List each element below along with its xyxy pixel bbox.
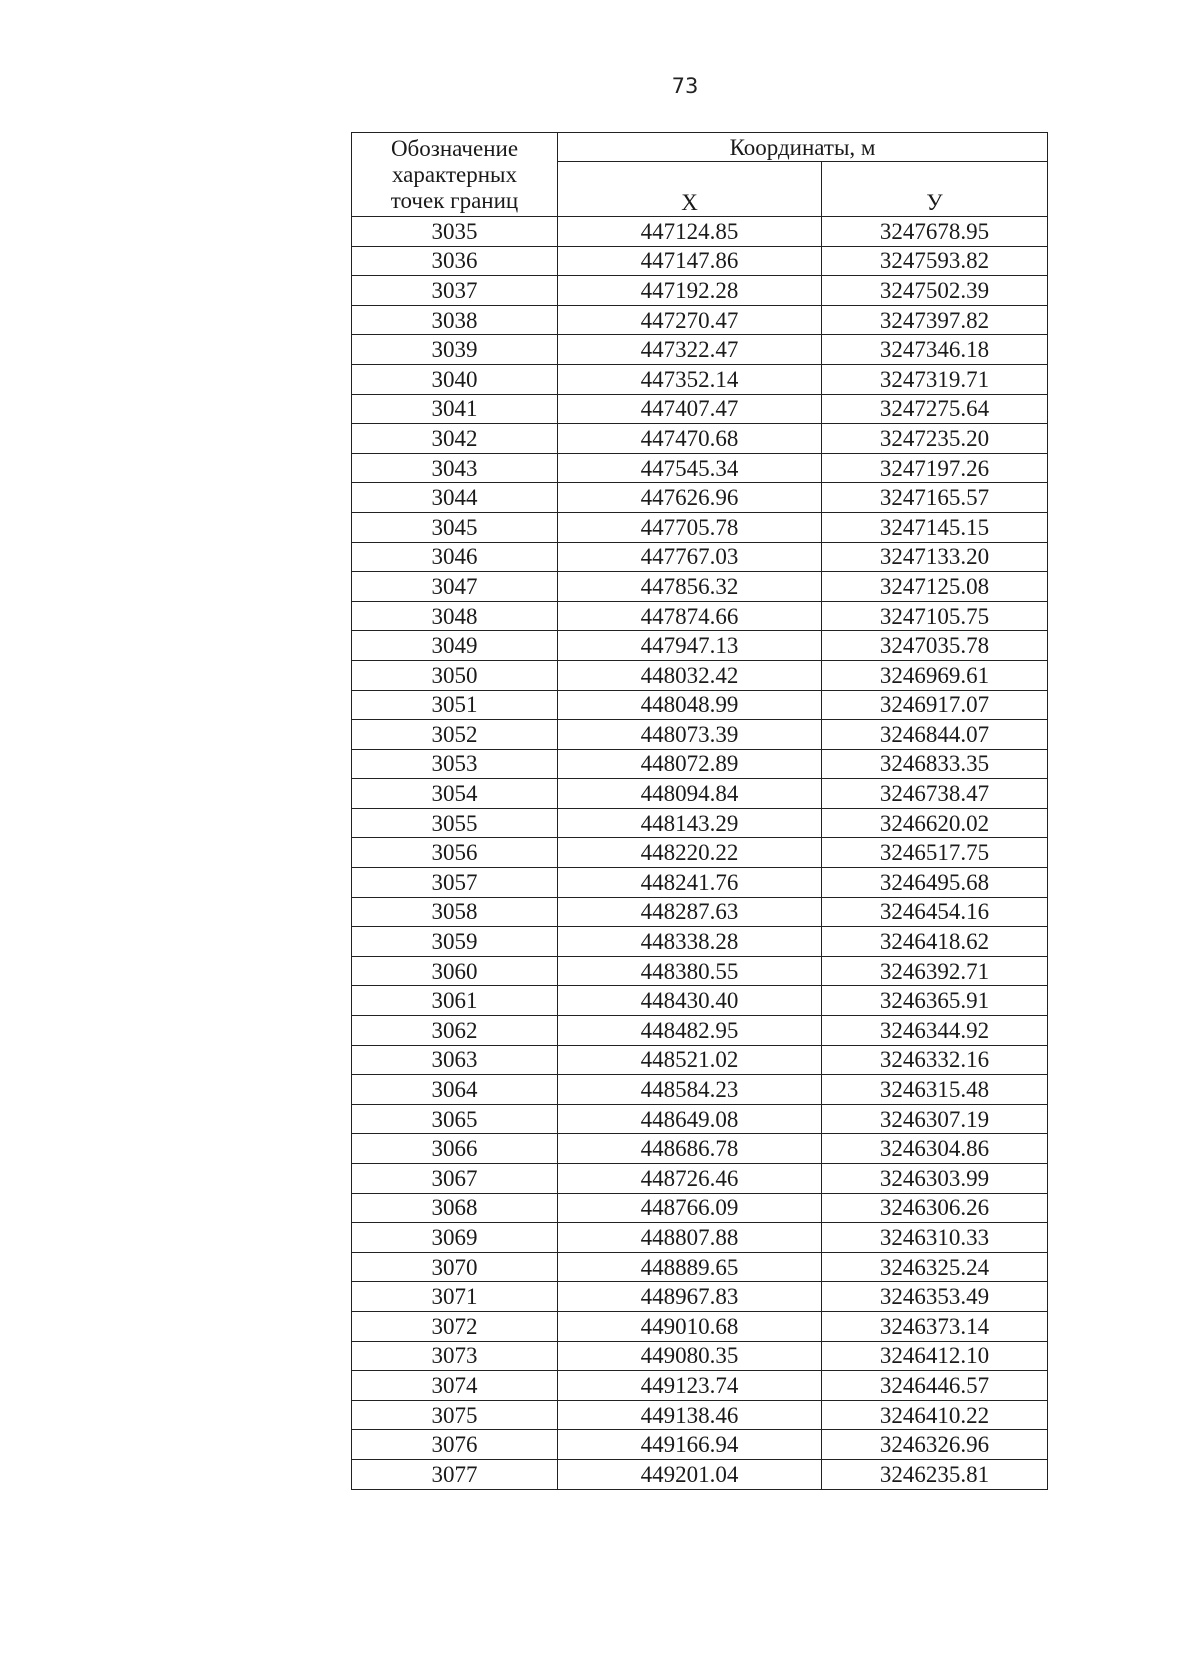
x-coordinate-cell: 448726.46	[558, 1164, 822, 1194]
point-cell: 3077	[352, 1459, 558, 1489]
y-coordinate-cell: 3246332.16	[822, 1045, 1048, 1075]
table-row	[352, 424, 1048, 454]
y-coordinate-cell: 3246392.71	[822, 956, 1048, 986]
x-coordinate-cell: 449166.94	[558, 1430, 822, 1460]
point-cell: 3055	[352, 808, 558, 838]
y-coordinate-cell: 3246307.19	[822, 1104, 1048, 1134]
y-coordinate-cell: 3247165.57	[822, 483, 1048, 513]
y-coordinate-cell: 3246310.33	[822, 1223, 1048, 1253]
x-coordinate-cell: 448967.83	[558, 1282, 822, 1312]
page-number: 73	[671, 74, 699, 98]
x-coordinate-cell: 447407.47	[558, 394, 822, 424]
y-coordinate-cell: 3247133.20	[822, 542, 1048, 572]
y-coordinate-cell: 3246353.49	[822, 1282, 1048, 1312]
x-coordinate-cell: 447352.14	[558, 364, 822, 394]
point-cell: 3049	[352, 631, 558, 661]
y-coordinate-cell: 3246304.86	[822, 1134, 1048, 1164]
point-cell: 3066	[352, 1134, 558, 1164]
x-coordinate-cell: 448766.09	[558, 1193, 822, 1223]
x-coordinate-cell: 448220.22	[558, 838, 822, 868]
x-coordinate-cell: 449123.74	[558, 1371, 822, 1401]
x-coordinate-cell: 447874.66	[558, 601, 822, 631]
header-row-top	[352, 133, 1048, 162]
boundary-coordinates-table	[351, 132, 1048, 1490]
table-row	[352, 749, 1048, 779]
y-coordinate-cell: 3246365.91	[822, 986, 1048, 1016]
table-row	[352, 720, 1048, 750]
y-coordinate-cell: 3246969.61	[822, 660, 1048, 690]
point-cell: 3039	[352, 335, 558, 365]
table-row	[352, 1193, 1048, 1223]
x-coordinate-cell: 447767.03	[558, 542, 822, 572]
point-cell: 3037	[352, 276, 558, 306]
point-cell: 3071	[352, 1282, 558, 1312]
y-coordinate-cell: 3247105.75	[822, 601, 1048, 631]
y-coordinate-cell: 3247145.15	[822, 512, 1048, 542]
table-row	[352, 1311, 1048, 1341]
point-cell: 3075	[352, 1400, 558, 1430]
point-cell: 3040	[352, 364, 558, 394]
point-cell: 3068	[352, 1193, 558, 1223]
x-coordinate-cell: 447270.47	[558, 305, 822, 335]
table-row	[352, 601, 1048, 631]
table-row	[352, 838, 1048, 868]
table-row	[352, 1400, 1048, 1430]
table-row	[352, 276, 1048, 306]
table-row	[352, 394, 1048, 424]
point-cell: 3047	[352, 572, 558, 602]
table-row	[352, 217, 1048, 247]
x-coordinate-cell: 447545.34	[558, 453, 822, 483]
x-coordinate-cell: 448649.08	[558, 1104, 822, 1134]
point-cell: 3043	[352, 453, 558, 483]
point-cell: 3064	[352, 1075, 558, 1105]
point-cell: 3073	[352, 1341, 558, 1371]
x-coordinate-cell: 447856.32	[558, 572, 822, 602]
point-cell: 3052	[352, 720, 558, 750]
x-coordinate-cell: 447705.78	[558, 512, 822, 542]
y-coordinate-cell: 3246844.07	[822, 720, 1048, 750]
point-cell: 3072	[352, 1311, 558, 1341]
x-coordinate-cell: 449080.35	[558, 1341, 822, 1371]
point-cell: 3069	[352, 1223, 558, 1253]
table-row	[352, 1430, 1048, 1460]
table-row	[352, 868, 1048, 898]
coordinates-header: Координаты, м	[558, 133, 1048, 162]
point-cell: 3053	[352, 749, 558, 779]
point-cell: 3059	[352, 927, 558, 957]
y-column-header: У	[822, 162, 1048, 217]
y-coordinate-cell: 3247502.39	[822, 276, 1048, 306]
x-coordinate-cell: 447192.28	[558, 276, 822, 306]
point-cell: 3065	[352, 1104, 558, 1134]
table-row	[352, 1252, 1048, 1282]
y-coordinate-cell: 3246235.81	[822, 1459, 1048, 1489]
point-cell: 3067	[352, 1164, 558, 1194]
table-row	[352, 779, 1048, 809]
table-row	[352, 246, 1048, 276]
x-coordinate-cell: 448094.84	[558, 779, 822, 809]
table-body	[352, 217, 1048, 1490]
y-coordinate-cell: 3247319.71	[822, 364, 1048, 394]
table-row	[352, 1341, 1048, 1371]
y-coordinate-cell: 3246446.57	[822, 1371, 1048, 1401]
table-row	[352, 453, 1048, 483]
y-coordinate-cell: 3246306.26	[822, 1193, 1048, 1223]
y-coordinate-cell: 3247275.64	[822, 394, 1048, 424]
table-row	[352, 897, 1048, 927]
point-cell: 3051	[352, 690, 558, 720]
x-coordinate-cell: 448807.88	[558, 1223, 822, 1253]
point-cell: 3056	[352, 838, 558, 868]
y-coordinate-cell: 3246454.16	[822, 897, 1048, 927]
x-coordinate-cell: 448521.02	[558, 1045, 822, 1075]
table-row	[352, 1459, 1048, 1489]
point-cell: 3057	[352, 868, 558, 898]
x-coordinate-cell: 447626.96	[558, 483, 822, 513]
y-coordinate-cell: 3246495.68	[822, 868, 1048, 898]
y-coordinate-cell: 3246303.99	[822, 1164, 1048, 1194]
y-coordinate-cell: 3247035.78	[822, 631, 1048, 661]
table-row	[352, 572, 1048, 602]
y-coordinate-cell: 3247346.18	[822, 335, 1048, 365]
x-coordinate-cell: 448482.95	[558, 1016, 822, 1046]
y-coordinate-cell: 3246418.62	[822, 927, 1048, 957]
table-row	[352, 364, 1048, 394]
x-column-header: X	[558, 162, 822, 217]
point-designation-header	[352, 133, 558, 217]
point-cell: 3038	[352, 305, 558, 335]
table-header	[352, 133, 1048, 217]
x-coordinate-cell: 448584.23	[558, 1075, 822, 1105]
x-coordinate-cell: 448430.40	[558, 986, 822, 1016]
table-row	[352, 1075, 1048, 1105]
point-cell: 3044	[352, 483, 558, 513]
x-coordinate-cell: 447470.68	[558, 424, 822, 454]
x-coordinate-cell: 448287.63	[558, 897, 822, 927]
table-row	[352, 690, 1048, 720]
x-coordinate-cell: 448338.28	[558, 927, 822, 957]
y-coordinate-cell: 3246517.75	[822, 838, 1048, 868]
y-coordinate-cell: 3247197.26	[822, 453, 1048, 483]
point-cell: 3060	[352, 956, 558, 986]
y-coordinate-cell: 3246620.02	[822, 808, 1048, 838]
x-coordinate-cell: 448073.39	[558, 720, 822, 750]
y-coordinate-cell: 3246373.14	[822, 1311, 1048, 1341]
table-row	[352, 1371, 1048, 1401]
table-row	[352, 631, 1048, 661]
y-coordinate-cell: 3246917.07	[822, 690, 1048, 720]
x-coordinate-cell: 447147.86	[558, 246, 822, 276]
table-row	[352, 1016, 1048, 1046]
point-cell: 3036	[352, 246, 558, 276]
point-cell: 3041	[352, 394, 558, 424]
x-coordinate-cell: 448143.29	[558, 808, 822, 838]
y-coordinate-cell: 3246344.92	[822, 1016, 1048, 1046]
y-coordinate-cell: 3246738.47	[822, 779, 1048, 809]
x-coordinate-cell: 449010.68	[558, 1311, 822, 1341]
table-row	[352, 542, 1048, 572]
x-coordinate-cell: 447124.85	[558, 217, 822, 247]
y-coordinate-cell: 3247235.20	[822, 424, 1048, 454]
y-coordinate-cell: 3247678.95	[822, 217, 1048, 247]
table-row	[352, 1223, 1048, 1253]
point-cell: 3050	[352, 660, 558, 690]
y-coordinate-cell: 3247593.82	[822, 246, 1048, 276]
table-row	[352, 1134, 1048, 1164]
table-row	[352, 927, 1048, 957]
table-row	[352, 1282, 1048, 1312]
point-cell: 3042	[352, 424, 558, 454]
y-coordinate-cell: 3246833.35	[822, 749, 1048, 779]
x-coordinate-cell: 448686.78	[558, 1134, 822, 1164]
y-coordinate-cell: 3246326.96	[822, 1430, 1048, 1460]
point-cell: 3062	[352, 1016, 558, 1046]
x-coordinate-cell: 448380.55	[558, 956, 822, 986]
table-row	[352, 986, 1048, 1016]
point-cell: 3054	[352, 779, 558, 809]
table-row	[352, 1104, 1048, 1134]
table-row	[352, 483, 1048, 513]
table-row	[352, 660, 1048, 690]
x-coordinate-cell: 448241.76	[558, 868, 822, 898]
y-coordinate-cell: 3247397.82	[822, 305, 1048, 335]
y-coordinate-cell: 3246325.24	[822, 1252, 1048, 1282]
x-coordinate-cell: 448032.42	[558, 660, 822, 690]
table-row	[352, 1164, 1048, 1194]
y-coordinate-cell: 3246315.48	[822, 1075, 1048, 1105]
x-coordinate-cell: 449138.46	[558, 1400, 822, 1430]
point-cell: 3048	[352, 601, 558, 631]
point-cell: 3045	[352, 512, 558, 542]
point-cell: 3035	[352, 217, 558, 247]
x-coordinate-cell: 448048.99	[558, 690, 822, 720]
point-cell: 3061	[352, 986, 558, 1016]
table-row	[352, 808, 1048, 838]
point-header-line-1: Обозначение	[390, 135, 519, 161]
point-header-line-2: характерных	[391, 161, 517, 187]
point-cell: 3074	[352, 1371, 558, 1401]
x-coordinate-cell: 447947.13	[558, 631, 822, 661]
table-row	[352, 1045, 1048, 1075]
table-row	[352, 512, 1048, 542]
x-coordinate-cell: 448889.65	[558, 1252, 822, 1282]
y-coordinate-cell: 3246410.22	[822, 1400, 1048, 1430]
y-coordinate-cell: 3247125.08	[822, 572, 1048, 602]
table-row	[352, 305, 1048, 335]
table-row	[352, 335, 1048, 365]
x-coordinate-cell: 449201.04	[558, 1459, 822, 1489]
point-cell: 3076	[352, 1430, 558, 1460]
x-coordinate-cell: 448072.89	[558, 749, 822, 779]
table-row	[352, 956, 1048, 986]
point-cell: 3058	[352, 897, 558, 927]
point-cell: 3046	[352, 542, 558, 572]
y-coordinate-cell: 3246412.10	[822, 1341, 1048, 1371]
point-header-line-3: точек границ	[390, 187, 519, 213]
x-coordinate-cell: 447322.47	[558, 335, 822, 365]
point-cell: 3063	[352, 1045, 558, 1075]
point-cell: 3070	[352, 1252, 558, 1282]
